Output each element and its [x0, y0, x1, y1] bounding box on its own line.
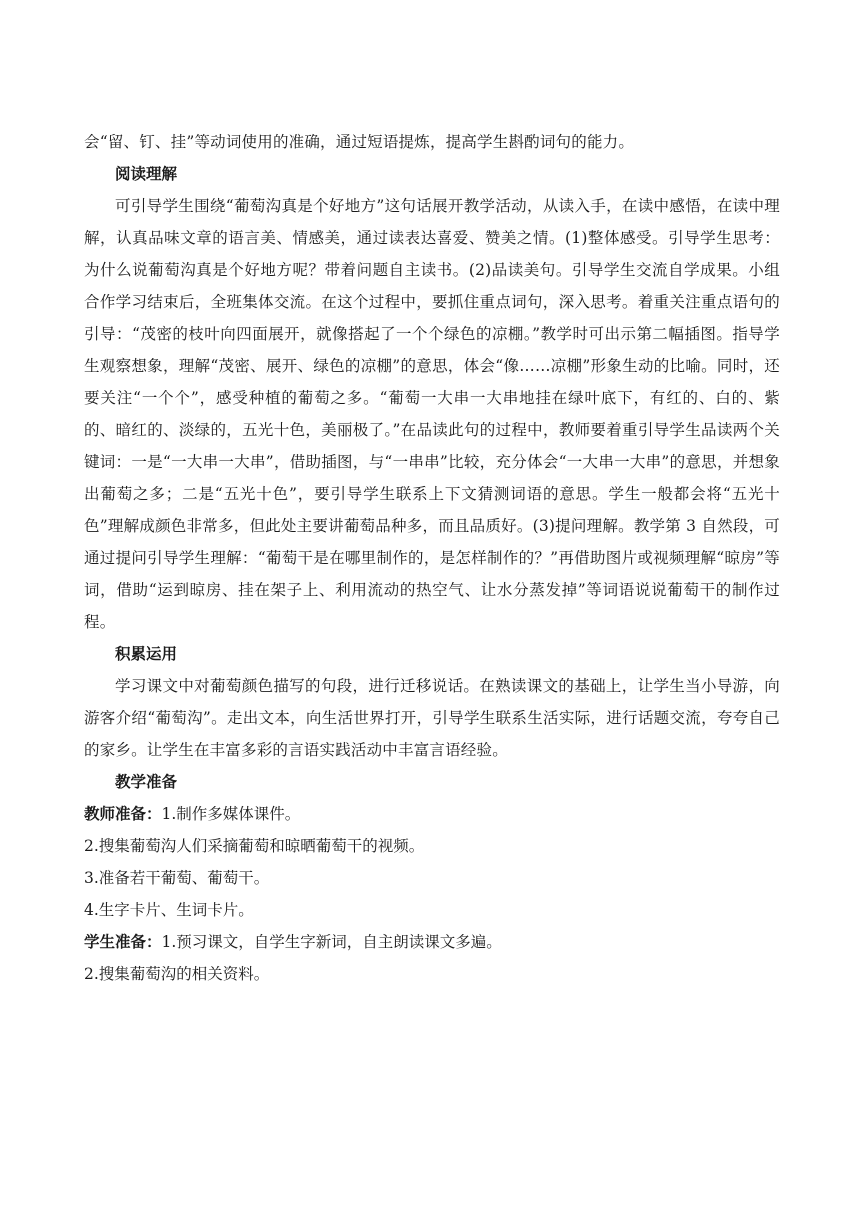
intro-tail-paragraph: 会“留、钉、挂”等动词使用的准确，通过短语提炼，提高学生斟酌词句的能力。 [84, 133, 635, 151]
teacher-prep-item-1 [84, 798, 780, 830]
student-prep-item-1 [84, 926, 780, 958]
document-page [84, 126, 780, 990]
student-prep-item-2: 2.搜集葡萄沟的相关资料。 [84, 965, 270, 983]
application-heading: 积累运用 [115, 645, 178, 663]
teacher-prep-label: 教师准备： [84, 805, 162, 823]
reading-paragraph: 可引导学生围绕“葡萄沟真是个好地方”这句话展开教学活动，从读入手，在读中感悟，在读中理解，认真品味文章的语言美、情感美，通过读表达喜爱、赞美之情。(1)整体感受。引导学生思考：为什么说葡萄沟真是个好地方呢？带着问题自主读书。(2)品读美句。引导学生交流自学成果。小组合作学习结束后，全班集体交流。在这个过程中，要抓住重点词句，深入思考。着重关注重点语句的引导：“茂密的枝叶向四面展开，就像搭起了一个个绿色的凉棚。”教学时可出示第二幅插图。指导学生观察想象，理解“茂密、展开、绿色的凉棚”的意思，体会“像……凉棚”形象生动的比喻。同时，还要关注“一个个”，感受种植的葡萄之多。“葡萄一大串一大串地挂在绿叶底下，有红的、白的、紫的、暗红的、淡绿的，五光十色，美丽极了。”在品读此句的过程中，教师要着重引导学生品读两个关键词：一是“一大串一大串”，借助插图，与“一串串”比较，充分体会“一大串一大串”的意思，并想象出葡萄之多；二是“五光十色”，要引导学生联系上下文猜测词语的意思。学生一般都会将“五光十色”理解成颜色非常多，但此处主要讲葡萄品种多，而且品质好。(3)提问理解。教学第 3 自然段，可通过提问引导学生理解：“葡萄干是在哪里制作的，是怎样制作的？”再借助图片或视频理解“晾房”等词，借助“运到晾房、挂在架子上、利用流动的热空气、让水分蒸发掉”等词语说说葡萄干的制作过程。 [84, 197, 780, 631]
teacher-prep-item-4: 4.生字卡片、生词卡片。 [84, 901, 254, 919]
reading-heading: 阅读理解 [115, 165, 178, 183]
student-prep-text: 1.预习课文，自学生字新词，自主朗读课文多遍。 [161, 933, 502, 951]
student-prep-label: 学生准备： [84, 933, 162, 951]
teacher-prep-item-3: 3.准备若干葡萄、葡萄干。 [84, 869, 270, 887]
preparation-heading: 教学准备 [115, 773, 178, 791]
teacher-prep-item-2: 2.搜集葡萄沟人们采摘葡萄和晾晒葡萄干的视频。 [84, 837, 425, 855]
teacher-prep-text: 1.制作多媒体课件。 [161, 805, 301, 823]
application-paragraph: 学习课文中对葡萄颜色描写的句段，进行迁移说话。在熟读课文的基础上，让学生当小导游，向游客介绍“葡萄沟”。走出文本，向生活世界打开，引导学生联系生活实际，进行话题交流，夸夸自己的家乡。让学生在丰富多彩的言语实践活动中丰富言语经验。 [84, 677, 780, 759]
